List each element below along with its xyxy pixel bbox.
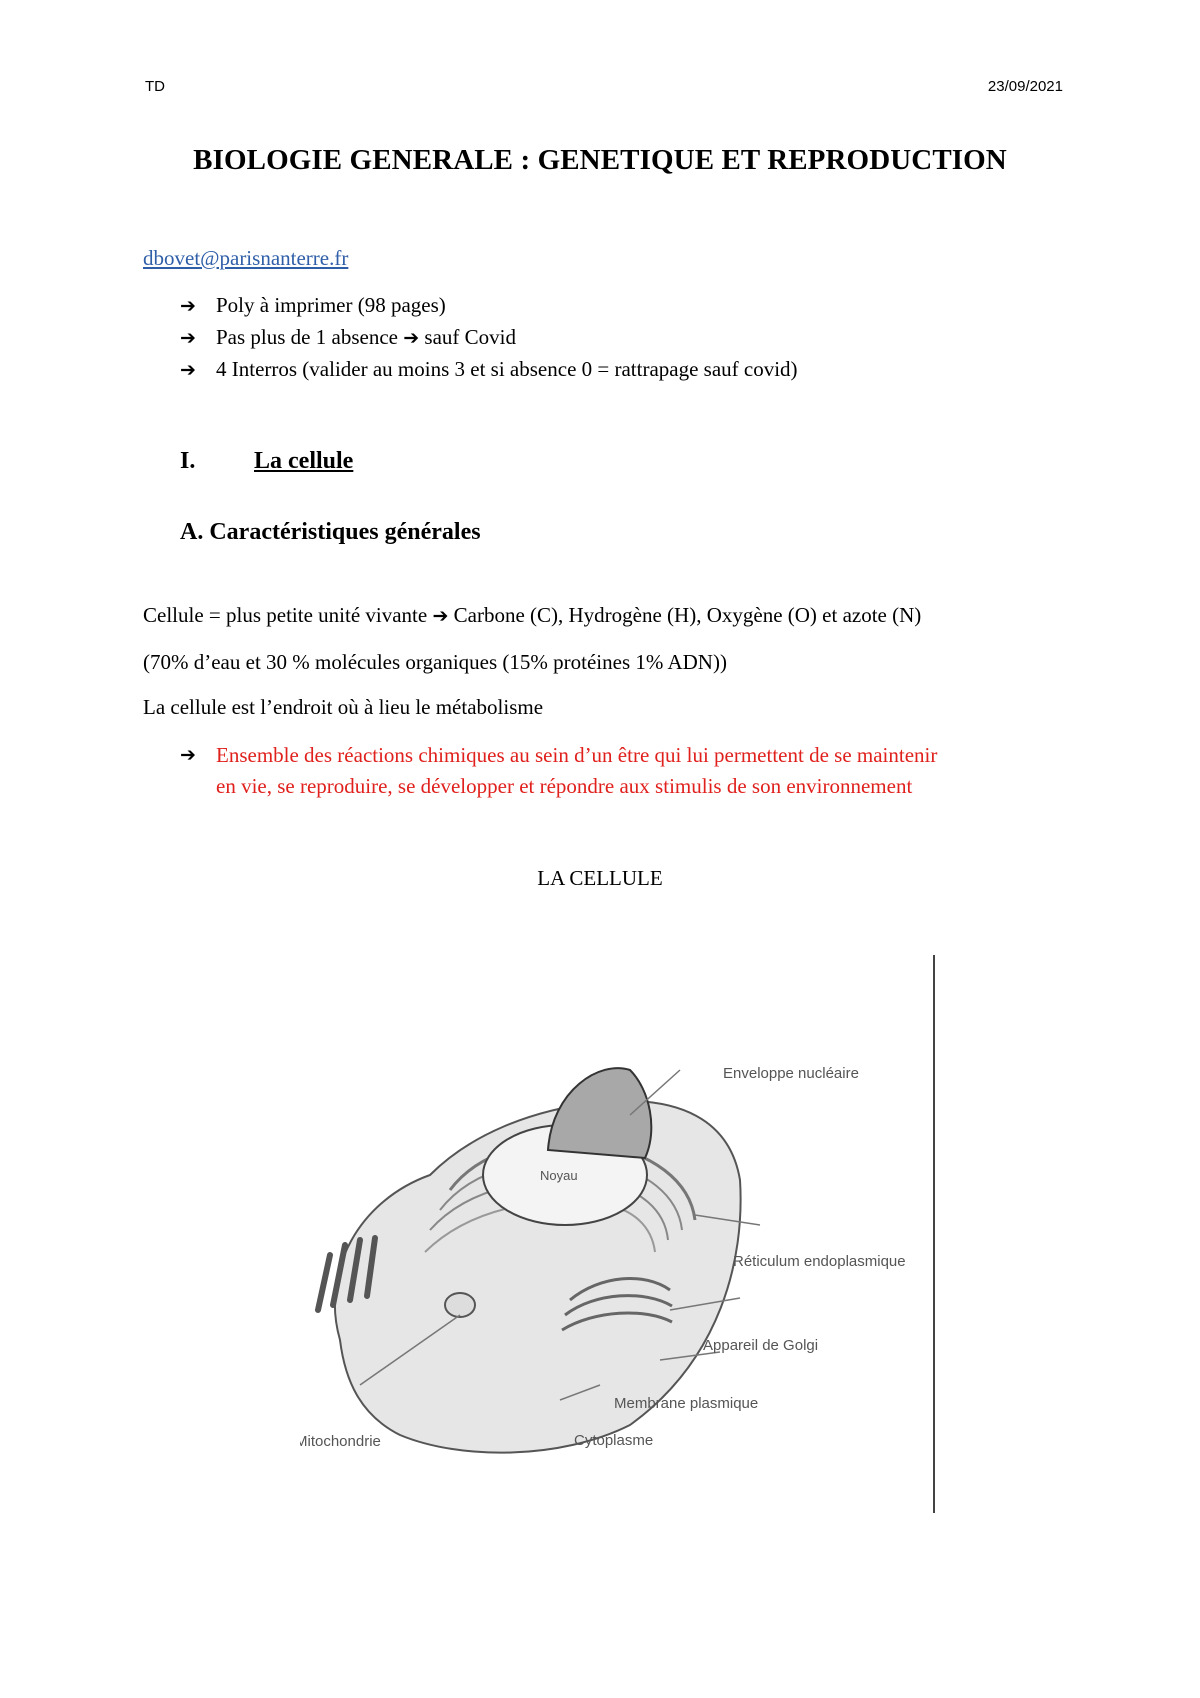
paragraph-metabolism: La cellule est l’endroit où à lieu le métabolisme bbox=[143, 695, 544, 719]
header-left: TD bbox=[145, 78, 165, 95]
header-date: 23/09/2021 bbox=[987, 78, 1063, 95]
arrow-icon: ➔ bbox=[180, 359, 196, 381]
definition-line: en vie, se reproduire, se développer et répondre aux stimulis de son environnement bbox=[216, 774, 913, 798]
section-heading bbox=[180, 448, 353, 475]
label-cytoplasme: Cytoplasme bbox=[574, 1432, 654, 1449]
arrow-icon: ➔ bbox=[432, 605, 449, 627]
arrow-icon: ➔ bbox=[180, 744, 196, 766]
list-item bbox=[180, 290, 798, 322]
paragraph-composition: (70% d’eau et 30 % molécules organiques (15% protéines 1% ADN)) bbox=[143, 650, 727, 674]
section-label: La cellule bbox=[254, 448, 354, 474]
bullet-text: Pas plus de 1 absence bbox=[216, 325, 398, 349]
label-golgi: Appareil de Golgi bbox=[703, 1337, 819, 1354]
label-noyau: Noyau bbox=[540, 1168, 578, 1183]
subsection-heading: A. Caractéristiques générales bbox=[180, 519, 481, 545]
document-title: BIOLOGIE GENERALE : GENETIQUE ET REPRODUCTION bbox=[193, 144, 1007, 176]
figure-title: LA CELLULE bbox=[537, 866, 663, 890]
bullet-text: sauf Covid bbox=[424, 325, 516, 349]
definition-text bbox=[216, 740, 937, 802]
bullet-text: 4 Interros (valider au moins 3 et si absence 0 = rattrapage sauf covid) bbox=[216, 357, 798, 381]
paragraph-text: Carbone (C), Hydrogène (H), Oxygène (O) et azote (N) bbox=[453, 603, 922, 627]
list-item bbox=[180, 322, 798, 354]
mitochondria-shape bbox=[445, 1293, 475, 1317]
label-mitochondrie: Mitochondrie bbox=[300, 1433, 381, 1450]
arrow-icon: ➔ bbox=[180, 295, 196, 317]
bullet-text: Poly à imprimer (98 pages) bbox=[216, 293, 446, 317]
label-enveloppe: Enveloppe nucléaire bbox=[723, 1065, 859, 1082]
cell-diagram bbox=[300, 1040, 940, 1480]
info-bullet-list bbox=[180, 290, 798, 386]
section-number: I. bbox=[180, 448, 196, 474]
label-reticulum: Réticulum endoplasmique bbox=[733, 1253, 906, 1270]
arrow-icon: ➔ bbox=[180, 327, 196, 349]
email-link[interactable]: dbovet@parisnanterre.fr bbox=[143, 246, 349, 270]
metabolism-definition bbox=[180, 740, 1080, 802]
nuclear-envelope-shape bbox=[548, 1068, 651, 1158]
paragraph-text: Cellule = plus petite unité vivante bbox=[143, 603, 428, 627]
arrow-icon: ➔ bbox=[403, 327, 420, 349]
list-item bbox=[180, 354, 798, 386]
label-membrane: Membrane plasmique bbox=[614, 1395, 759, 1412]
paragraph-cell-definition bbox=[143, 603, 921, 628]
definition-line: Ensemble des réactions chimiques au sein d’un être qui lui permettent de se maintenir bbox=[216, 743, 938, 767]
